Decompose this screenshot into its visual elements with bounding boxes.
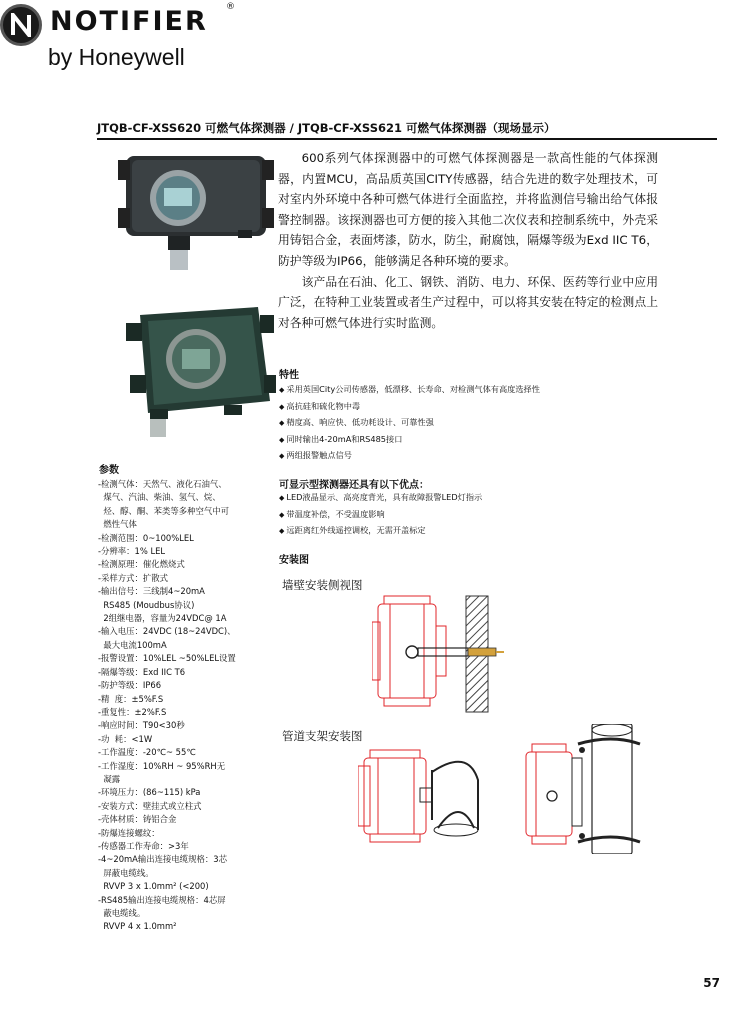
param-row: -4~20mA输出连接电缆规格：3芯 [98, 854, 227, 865]
param-row: 最大电流100mA [98, 639, 167, 650]
feature-item: ◆ 高抗硅和硫化物中毒 [279, 399, 540, 416]
params-heading: 参数 [99, 465, 119, 476]
features-heading: 特性 [279, 370, 299, 381]
detector-photo-xss620 [118, 150, 278, 280]
feature-item: ◆ 精度高、响应快、低功耗设计、可靠性强 [279, 415, 540, 432]
param-row: 屏蔽电缆线。 [98, 867, 154, 878]
intro-paragraph-1: 600系列气体探测器中的可燃气体探测器是一款高性能的气体探测器，内置MCU，高品质英国CITY传感器，结合先进的数字处理技术，可对室内外环境中各种可燃气体进行全面监控，并将监测信号输出给气体报警控制器。该探测器也可方便的接入其他二次仪表和控制系统中，外壳采用铸铝合金，表面烤漆，防水，防尘，耐腐蚀，隔爆等级为Exd IIC T6，防护等级为IP66，能够满足各种环境的要求。 [278, 151, 658, 268]
param-row: -传感器工作寿命：>3年 [98, 840, 189, 851]
display-advantages-heading: 可显示型探测器还具有以下优点： [279, 480, 429, 491]
param-row: -隔爆等级：Exd IIC T6 [98, 666, 186, 677]
param-row: -输出信号：三线制4~20mA [98, 586, 205, 597]
param-row: -防爆连接螺纹： [98, 827, 160, 838]
param-row: -分辨率：1% LEL [98, 546, 166, 557]
page-title: JTQB-CF-XSS620 可燃气体探测器 / JTQB-CF-XSS621 可燃气体探测器（现场显示） [97, 121, 556, 135]
param-row: -安装方式：壁挂式或立柱式 [98, 800, 202, 811]
install-heading: 安装图 [279, 555, 309, 566]
param-row: -重复性：±2%F.S [98, 706, 167, 717]
advantage-item: ◆ 远距离红外线遥控调校，无需开盖标定 [279, 523, 482, 540]
param-row: -防护等级：IP66 [98, 680, 162, 691]
page-number: 57 [703, 976, 720, 990]
notifier-logo [0, 0, 250, 80]
detector-photo-xss621 [120, 305, 280, 445]
param-row: 烃、醇、酮、苯类等多种空气中可 [98, 505, 229, 516]
param-row: -检测原理：催化燃烧式 [98, 559, 185, 570]
brand-name: NOTIFIER [50, 6, 208, 37]
registered-mark: ® [226, 2, 235, 12]
wall-mount-drawing [372, 592, 520, 718]
param-row: 凝露 [98, 773, 121, 784]
param-row: RVVP 4 x 1.0mm² [98, 921, 177, 932]
wall-mount-caption: 墙壁安装侧视图 [282, 578, 363, 592]
intro-paragraph-2: 该产品在石油、化工、钢铁、消防、电力、环保、医药等行业中应用广泛，在特种工业装置或者生产过程中，可以将其安装在特定的检测点上对各种可燃气体进行实时监测。 [278, 274, 658, 330]
feature-item: ◆ 两组报警触点信号 [279, 448, 540, 465]
param-row: 燃性气体 [98, 519, 137, 530]
param-row: -检测气体：天然气、液化石油气、 [98, 479, 227, 489]
param-row: -RS485输出连接电缆规格：4芯屏 [98, 894, 226, 905]
param-row: 蔽电缆线。 [98, 908, 146, 918]
feature-item: ◆ 同时输出4-20mA和RS485接口 [279, 432, 540, 449]
intro-text [278, 148, 658, 333]
param-row: 2组继电器，容量为24VDC@ 1A [98, 613, 227, 624]
pipe-mount-drawing-front [358, 740, 508, 850]
param-row: RVVP 3 x 1.0mm² (<200) [98, 881, 209, 892]
params-list [98, 478, 278, 934]
advantage-item: ◆ 带温度补偿，不受温度影响 [279, 507, 482, 524]
param-row: -精 度：±5%F.S [98, 693, 164, 704]
param-row: -响应时间：T90<30秒 [98, 720, 185, 731]
param-row: -功 耗：<1W [98, 733, 153, 744]
param-row: -壳体材质：铸铝合金 [98, 814, 177, 825]
brand-byline: by Honeywell [48, 44, 185, 70]
param-row: -环境压力：(86~115) kPa [98, 787, 201, 798]
param-row: -输入电压：24VDC (18~24VDC)、 [98, 626, 236, 637]
param-row: RS485 (Moudbus协议) [98, 599, 195, 610]
features-list [279, 382, 540, 465]
title-divider [97, 138, 717, 140]
param-row: -报警设置：10%LEL ~50%LEL设置 [98, 653, 236, 664]
param-row: 煤气、汽油、柴油、氢气、烷、 [98, 492, 221, 503]
param-row: -工作湿度：10%RH ~ 95%RH无 [98, 760, 226, 771]
pipe-mount-caption: 管道支架安装图 [282, 729, 363, 743]
notifier-emblem-icon [0, 4, 42, 46]
param-row: -工作温度：-20℃~ 55℃ [98, 747, 196, 758]
param-row: -采样方式：扩散式 [98, 572, 169, 583]
display-advantages-list [279, 490, 482, 540]
advantage-item: ◆ LED液晶显示、高亮度背光，具有故障报警LED灯指示 [279, 490, 482, 507]
feature-item: ◆ 采用英国City公司传感器，低漂移、长寿命、对检测气体有高度选择性 [279, 382, 540, 399]
param-row: -检测范围：0~100%LEL [98, 532, 194, 543]
pipe-mount-drawing-side [522, 724, 642, 854]
